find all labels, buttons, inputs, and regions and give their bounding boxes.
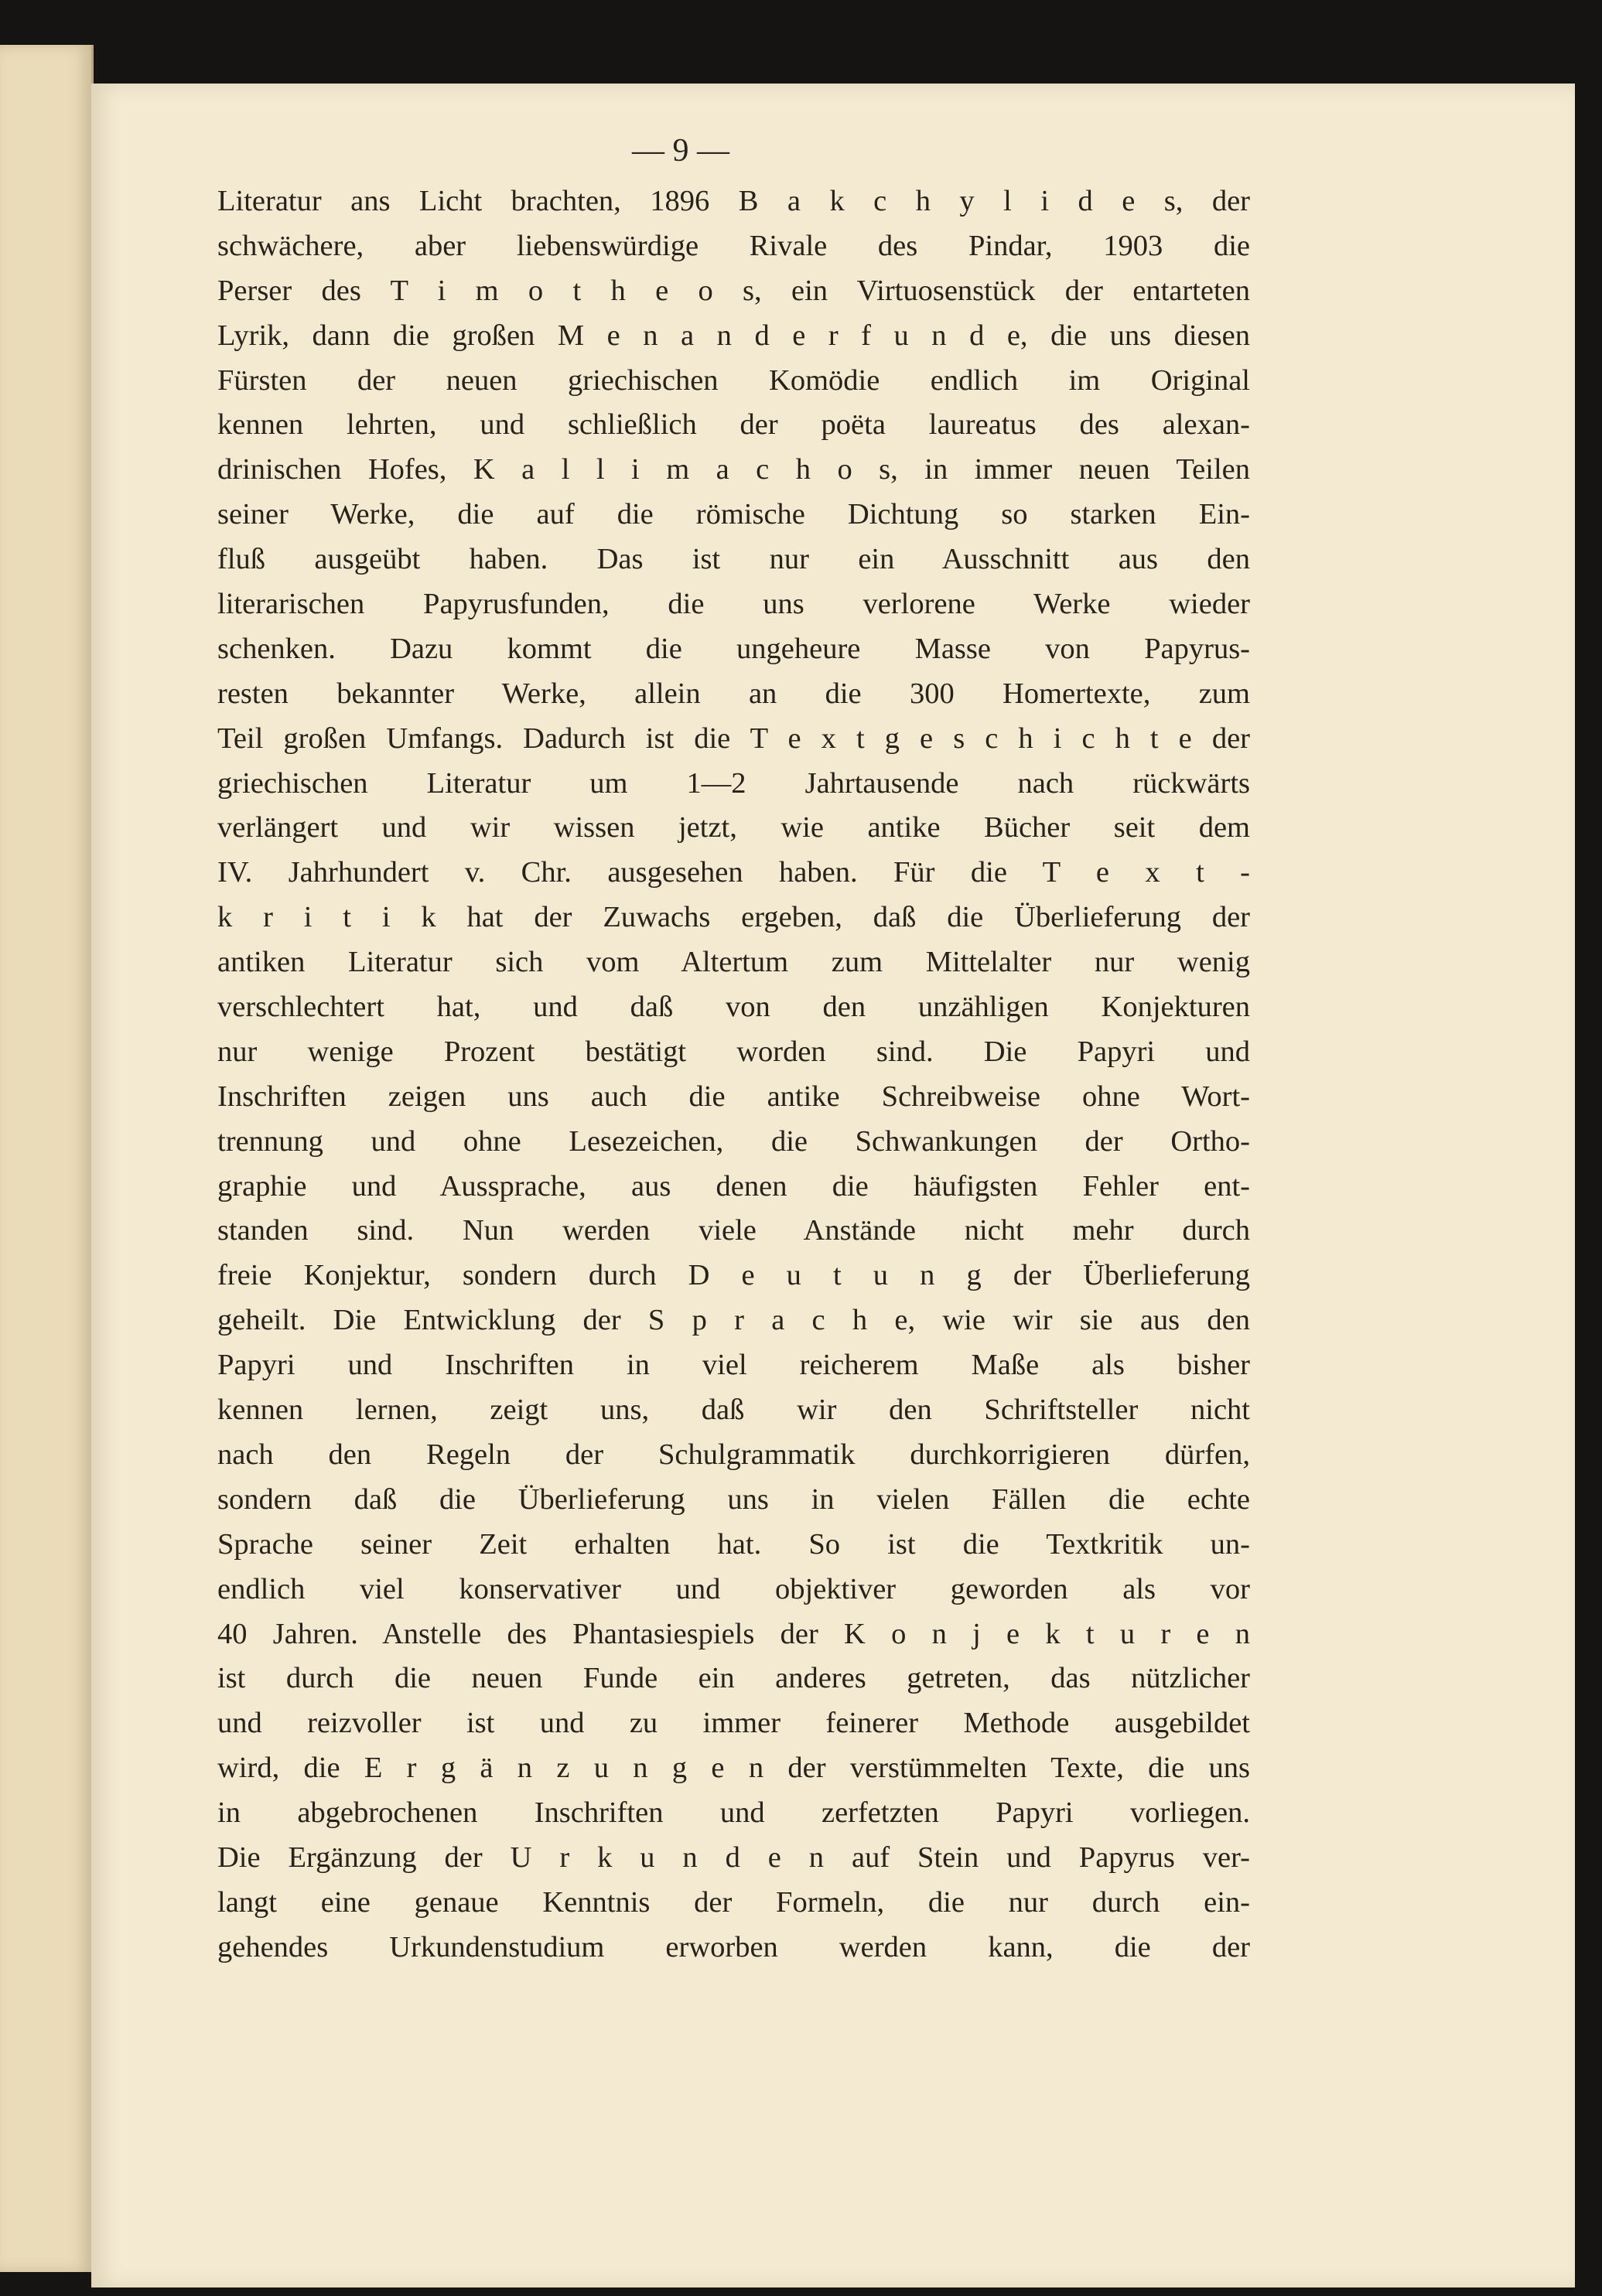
left-page-edge bbox=[0, 45, 94, 2272]
text-line: schwächere, aber liebenswürdige Rivale des Pindar, 1903 die bbox=[217, 229, 1250, 262]
text-line: sondern daß die Überlieferung uns in vielen Fällen die echte bbox=[217, 1482, 1250, 1516]
text-line: griechischen Literatur um 1—2 Jahrtausende nach rückwärts bbox=[217, 766, 1250, 800]
text-line: IV. Jahrhundert v. Chr. ausgesehen haben. Für die T e x t - bbox=[217, 856, 1250, 889]
text-line: drinischen Hofes, K a l l i m a c h o s, in immer neuen Teilen bbox=[217, 453, 1250, 486]
text-line: Lyrik, dann die großen M e n a n d e r f u n d e, die uns diesen bbox=[217, 319, 1250, 352]
text-line: und reizvoller ist und zu immer feinerer Methode ausgebildet bbox=[217, 1707, 1250, 1740]
text-line: literarischen Papyrusfunden, die uns verlorene Werke wieder bbox=[217, 588, 1250, 621]
text-line: graphie und Aussprache, aus denen die häufigsten Fehler ent- bbox=[217, 1169, 1250, 1203]
text-line: in abgebrochenen Inschriften und zerfetzten Papyri vorliegen. bbox=[217, 1796, 1250, 1830]
text-line: kennen lehrten, und schließlich der poëta laureatus des alexan- bbox=[217, 408, 1250, 442]
text-line: 40 Jahren. Anstelle des Phantasiespiels der K o n j e k t u r e n bbox=[217, 1617, 1250, 1650]
text-line: verlängert und wir wissen jetzt, wie antike Bücher seit dem bbox=[217, 811, 1250, 844]
text-line: Teil großen Umfangs. Dadurch ist die T e x t g e s c h i c h t e der bbox=[217, 722, 1250, 755]
text-line: standen sind. Nun werden viele Anstände nicht mehr durch bbox=[217, 1214, 1250, 1247]
text-line: k r i t i k hat der Zuwachs ergeben, daß die Überlieferung der bbox=[217, 901, 1250, 934]
text-line: endlich viel konservativer und objektiver geworden als vor bbox=[217, 1572, 1250, 1605]
text-line: Die Ergänzung der U r k u n d e n auf Stein und Papyrus ver- bbox=[217, 1841, 1250, 1874]
text-line: antiken Literatur sich vom Altertum zum Mittelalter nur wenig bbox=[217, 946, 1250, 979]
text-line: Literatur ans Licht brachten, 1896 B a k c h y l i d e s, der bbox=[217, 185, 1250, 217]
text-line: fluß ausgeübt haben. Das ist nur ein Ausschnitt aus den bbox=[217, 543, 1250, 576]
text-line: nur wenige Prozent bestätigt worden sind. Die Papyri und bbox=[217, 1035, 1250, 1068]
page-number: — 9 — bbox=[632, 133, 729, 169]
text-line: Papyri und Inschriften in viel reicherem Maße als bisher bbox=[217, 1349, 1250, 1382]
text-line: verschlechtert hat, und daß von den unzähligen Konjekturen bbox=[217, 991, 1250, 1024]
text-line: nach den Regeln der Schulgrammatik durchkorrigieren dürfen, bbox=[217, 1438, 1250, 1471]
text-line: kennen lernen, zeigt uns, daß wir den Schriftsteller nicht bbox=[217, 1394, 1250, 1427]
text-line: Perser des T i m o t h e o s, ein Virtuosenstück der entarteten bbox=[217, 274, 1250, 307]
text-line: Inschriften zeigen uns auch die antike Schreibweise ohne Wort- bbox=[217, 1080, 1250, 1113]
text-line: resten bekannter Werke, allein an die 300 Homertexte, zum bbox=[217, 677, 1250, 710]
text-line: schenken. Dazu kommt die ungeheure Masse von Papyrus- bbox=[217, 632, 1250, 665]
text-line: freie Konjektur, sondern durch D e u t u n g der Überlieferung bbox=[217, 1259, 1250, 1292]
text-line: gehendes Urkundenstudium erworben werden kann, die der bbox=[217, 1930, 1250, 1963]
body-text bbox=[217, 179, 1250, 1970]
text-line: wird, die E r g ä n z u n g e n der verstümmelten Texte, die uns bbox=[217, 1752, 1250, 1785]
text-line: seiner Werke, die auf die römische Dichtung so starken Ein- bbox=[217, 498, 1250, 531]
text-line: trennung und ohne Lesezeichen, die Schwankungen der Ortho- bbox=[217, 1124, 1250, 1158]
text-line: geheilt. Die Entwicklung der S p r a c h e, wie wir sie aus den bbox=[217, 1304, 1250, 1337]
text-line: langt eine genaue Kenntnis der Formeln, die nur durch ein- bbox=[217, 1885, 1250, 1919]
text-line: Fürsten der neuen griechischen Komödie endlich im Original bbox=[217, 363, 1250, 397]
text-line: Sprache seiner Zeit erhalten hat. So ist die Textkritik un- bbox=[217, 1527, 1250, 1561]
text-line: ist durch die neuen Funde ein anderes getreten, das nützlicher bbox=[217, 1662, 1250, 1695]
